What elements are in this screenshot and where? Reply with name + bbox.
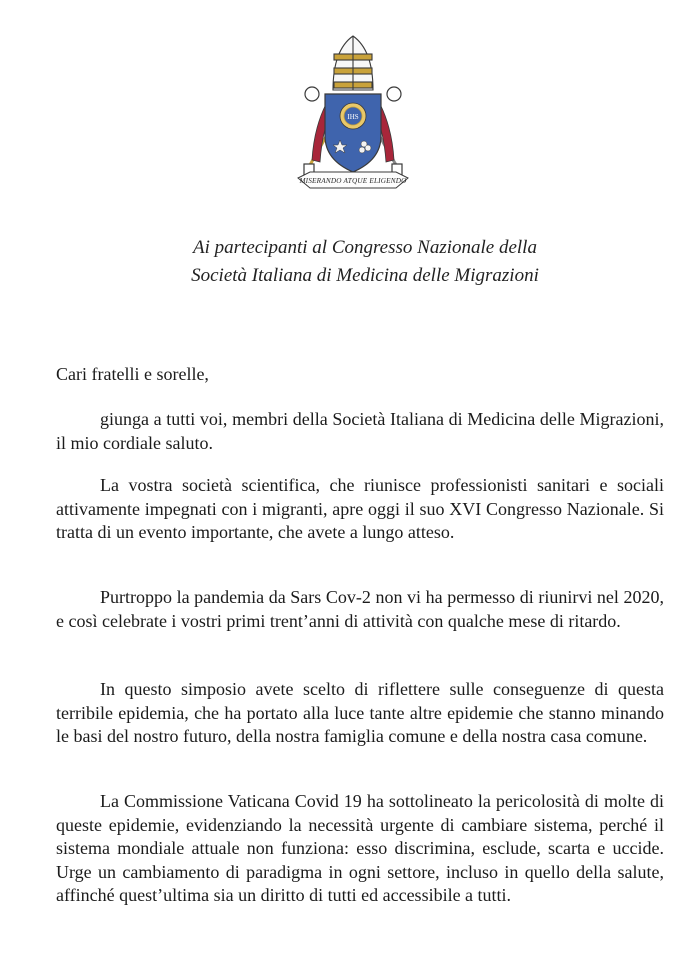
paragraph-5: La Commissione Vaticana Covid 19 ha sottolineato la pericolosità di molte di queste epidemie, evidenziando la necessità urgente di cambiare sistema, perché il sistema mondiale attuale non funziona: esso discrimina, esclude, scarta e uccide. Urge un cambiamento di paradigma in ogni settore, incluso in quello della salute, affinché quest’ultima sia un diritto di tutti ed accessibile a tutti. [56,791,664,905]
monogram-text: IHS [347,113,359,121]
paragraph-1: giunga a tutti voi, membri della Società Italiana di Medicina delle Migrazioni, il mio cordiale saluto. [56,409,664,453]
heading-line-2: Società Italiana di Medicina delle Migrazioni [191,265,539,286]
paragraph-3: Purtroppo la pandemia da Sars Cov-2 non vi ha permesso di riunirvi nel 2020, e così celebrate i vostri primi trent’anni di attività con qualche mese di ritardo. [56,587,664,631]
heading-line-1: Ai partecipanti al Congresso Nazionale della [193,237,537,258]
salutation: Cari fratelli e sorelle, [56,364,209,384]
motto-text: MISERANDO ATQUE ELIGENDO [299,177,407,185]
sun-monogram-icon [340,103,366,129]
mitre-icon [333,36,373,90]
papal-coat-of-arms-icon [292,32,414,194]
letter-heading [0,234,686,290]
paragraph-2: La vostra società scientifica, che riunisce professionisti sanitari e sociali attivamente impegnati con i migranti, apre oggi il suo XVI Congresso Nazionale. Si tratta di un evento importante, che avete a lungo atteso. [56,475,664,542]
paragraph-4: In questo simposio avete scelto di riflettere sulle conseguenze di questa terribile epidemia, che ha portato alla luce tante altre epidemie che stanno minando le basi del nostro futuro, della nostra famiglia comune e della nostra casa comune. [56,679,664,746]
